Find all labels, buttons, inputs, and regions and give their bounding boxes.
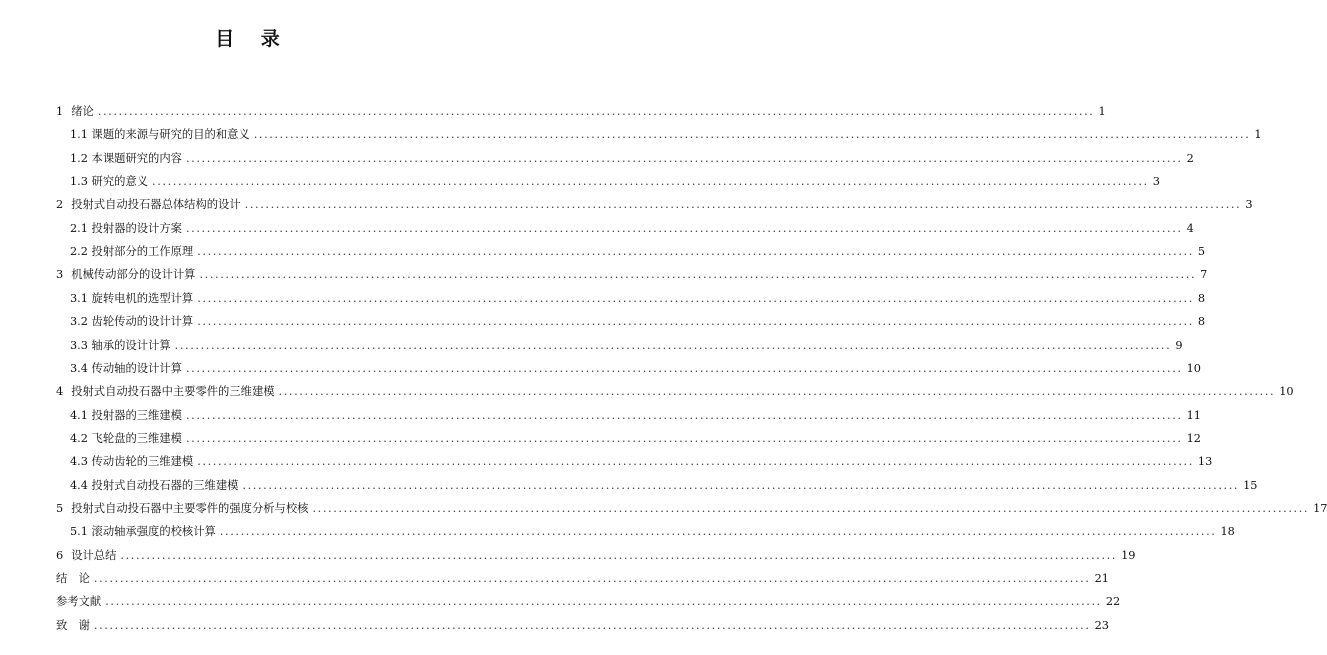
toc-entry[interactable] — [70, 220, 1194, 238]
toc-entry-title — [70, 337, 171, 355]
toc-dot-leader: ................................................................................................................................................................................................ — [219, 525, 1217, 539]
toc-entry-text: 3.2 齿轮传动的设计计算 — [70, 315, 194, 329]
toc-page-number: 10 — [1279, 385, 1294, 399]
toc-entry-title — [56, 593, 101, 611]
toc-page-number: 3 — [1152, 175, 1160, 189]
toc-page-number: 19 — [1121, 548, 1136, 562]
toc-dot-leader: ................................................................................................................................................................................................ — [185, 221, 1183, 235]
toc-page-number: 9 — [1175, 338, 1183, 352]
toc-entry-text: 4.1 投射器的三维建模 — [70, 408, 182, 422]
toc-entry-text: 4.4 投射式自动投石器的三维建模 — [70, 478, 239, 492]
toc-entry[interactable] — [70, 337, 1183, 355]
toc-entry-title — [70, 430, 182, 448]
toc-entry-text: 投射式自动投石器总体结构的设计 — [71, 198, 241, 212]
toc-dot-leader: ................................................................................................................................................................................................ — [185, 408, 1183, 422]
toc-entry-title — [56, 617, 90, 635]
toc-entry-title — [70, 220, 182, 238]
toc-dot-leader: ................................................................................................................................................................................................ — [185, 431, 1183, 445]
toc-page-number: 8 — [1197, 315, 1206, 329]
toc-entry[interactable] — [56, 196, 1253, 214]
toc-entry-title — [70, 360, 182, 378]
toc-chapter-number: 1 — [56, 105, 64, 118]
toc-entry-title — [70, 243, 193, 261]
toc-page-number: 7 — [1200, 268, 1208, 282]
toc-entry-title — [70, 173, 148, 191]
toc-entry-text: 2.1 投射器的设计方案 — [70, 221, 182, 235]
toc-entry-title — [56, 500, 308, 518]
toc-entry-title — [56, 570, 90, 588]
toc-entry-title — [70, 126, 250, 144]
toc-entry-text: 投射式自动投石器中主要零件的强度分析与校核 — [71, 501, 309, 515]
toc-page-number: 17 — [1313, 501, 1327, 515]
toc-chapter-number: 5 — [56, 501, 64, 515]
toc-dot-leader: ................................................................................................................................................................................................ — [93, 572, 1091, 585]
toc-entry[interactable] — [56, 617, 1109, 635]
toc-entry-title — [70, 477, 238, 495]
toc-page-number: 18 — [1220, 525, 1235, 539]
toc-dot-leader: ................................................................................................................................................................................................ — [185, 361, 1183, 375]
toc-chapter-number: 6 — [56, 548, 64, 562]
toc-dot-leader: ................................................................................................................................................................................................ — [105, 595, 1102, 609]
toc-entry[interactable] — [56, 500, 1327, 518]
toc-page-number: 8 — [1197, 291, 1206, 305]
toc-page-number: 4 — [1186, 221, 1194, 235]
toc-dot-leader: ................................................................................................................................................................................................ — [197, 291, 1194, 305]
toc-entry-text: 致 谢 — [56, 618, 90, 632]
toc-entry-text: 5.1 滚动轴承强度的校核计算 — [70, 525, 216, 539]
toc-entry-title — [70, 453, 193, 471]
toc-dot-leader: ................................................................................................................................................................................................ — [97, 105, 1095, 118]
toc-entry-title — [56, 196, 241, 214]
toc-page-number: 2 — [1186, 151, 1194, 165]
toc-page-number: 21 — [1094, 572, 1109, 585]
toc-chapter-number: 3 — [56, 268, 64, 282]
toc-entry[interactable] — [56, 266, 1208, 284]
toc-dot-leader: ................................................................................................................................................................................................ — [253, 128, 1251, 142]
toc-entry[interactable] — [70, 150, 1194, 168]
toc-entry-text: 3.4 传动轴的设计计算 — [70, 361, 182, 375]
toc-entry-text: 设计总结 — [71, 548, 117, 562]
page-title: 目 录 — [215, 28, 290, 50]
toc-page-number: 11 — [1186, 408, 1201, 422]
toc-page-number: 1 — [1254, 128, 1262, 142]
toc-entry-text: 参考文献 — [56, 595, 102, 609]
toc-entry[interactable] — [70, 407, 1201, 425]
toc-page-number: 5 — [1197, 245, 1206, 259]
toc-entry-title — [56, 547, 116, 565]
toc-entry-text: 4.3 传动齿轮的三维建模 — [70, 455, 194, 469]
toc-entry-text: 绪论 — [71, 105, 94, 118]
toc-entry[interactable] — [70, 173, 1160, 191]
toc-page-number: 1 — [1098, 105, 1106, 118]
toc-entry[interactable] — [70, 243, 1206, 261]
toc-dot-leader: ................................................................................................................................................................................................ — [152, 175, 1149, 189]
toc-entry-text: 4.2 飞轮盘的三维建模 — [70, 431, 182, 445]
toc-entry[interactable] — [56, 103, 1106, 121]
toc-dot-leader: ................................................................................................................................................................................................ — [244, 198, 1242, 212]
toc-entry[interactable] — [56, 383, 1294, 401]
toc-entry[interactable] — [70, 477, 1258, 495]
toc-entry-title — [56, 103, 94, 121]
toc-entry[interactable] — [70, 313, 1206, 331]
toc-dot-leader: ................................................................................................................................................................................................ — [93, 618, 1091, 632]
toc-dot-leader: ................................................................................................................................................................................................ — [197, 455, 1194, 469]
toc-entry-text: 投射式自动投石器中主要零件的三维建模 — [71, 385, 275, 399]
toc-entry-text: 1.1 课题的来源与研究的目的和意义 — [70, 128, 250, 142]
toc-entry[interactable] — [56, 570, 1109, 588]
toc-entry[interactable] — [56, 547, 1136, 565]
toc-dot-leader: ................................................................................................................................................................................................ — [197, 245, 1194, 259]
toc-entry[interactable] — [70, 430, 1201, 448]
toc-entry-text: 1.3 研究的意义 — [70, 175, 149, 189]
toc-entry-title — [70, 523, 216, 541]
toc-entry-text: 机械传动部分的设计计算 — [71, 268, 196, 282]
toc-entry[interactable] — [70, 360, 1201, 378]
toc-page-number: 13 — [1197, 455, 1213, 469]
toc-entry-text: 结 论 — [56, 572, 90, 585]
toc-entry-title — [70, 150, 182, 168]
toc-page-number: 12 — [1186, 431, 1201, 445]
toc-page-number: 10 — [1186, 361, 1201, 375]
toc-entry-title — [70, 290, 193, 308]
toc-entry-title — [70, 407, 182, 425]
toc-chapter-number: 4 — [56, 385, 64, 399]
toc-entry[interactable] — [70, 126, 1262, 144]
toc-dot-leader: ................................................................................................................................................................................................ — [185, 151, 1183, 165]
toc-dot-leader: ................................................................................................................................................................................................ — [174, 338, 1172, 352]
toc-entry[interactable] — [70, 290, 1206, 308]
toc-entry[interactable] — [70, 453, 1213, 471]
toc-entry-title — [70, 313, 193, 331]
toc-page-number: 22 — [1105, 595, 1121, 609]
toc-entry-text: 3.3 轴承的设计计算 — [70, 338, 171, 352]
toc-entry-text: 2.2 投射部分的工作原理 — [70, 245, 194, 259]
toc-dot-leader: ................................................................................................................................................................................................ — [242, 478, 1240, 492]
toc-dot-leader: ................................................................................................................................................................................................ — [199, 268, 1197, 282]
toc-dot-leader: ................................................................................................................................................................................................ — [278, 385, 1276, 399]
toc-entry-text: 3.1 旋转电机的选型计算 — [70, 291, 194, 305]
toc-entry-title — [56, 383, 275, 401]
toc-entry[interactable] — [56, 593, 1121, 611]
toc-page-number: 3 — [1245, 198, 1253, 212]
toc-page-number: 23 — [1094, 618, 1109, 632]
toc-dot-leader: ................................................................................................................................................................................................ — [120, 548, 1118, 562]
toc-entry[interactable] — [70, 523, 1235, 541]
toc-page-number: 15 — [1243, 478, 1258, 492]
toc-dot-leader: ................................................................................................................................................................................................ — [197, 315, 1194, 329]
toc-dot-leader: ................................................................................................................................................................................................ — [312, 501, 1310, 515]
toc-entry-text: 1.2 本课题研究的内容 — [70, 151, 182, 165]
toc-entry-title — [56, 266, 195, 284]
toc-chapter-number: 2 — [56, 198, 64, 212]
